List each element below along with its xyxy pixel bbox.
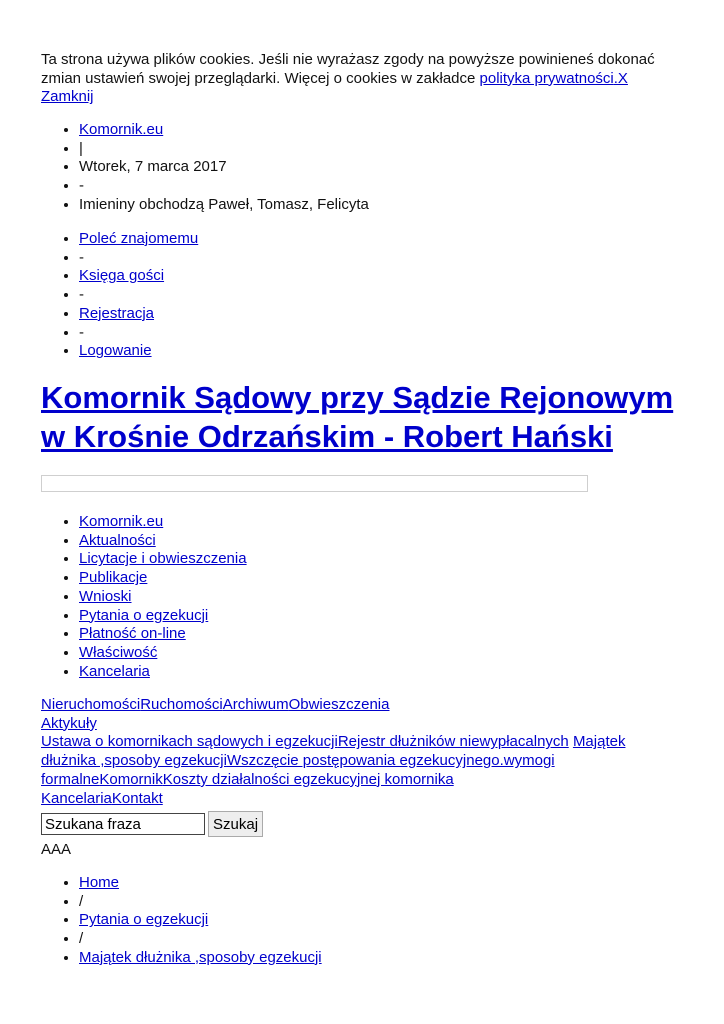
nav-item (79, 625, 247, 644)
list-item (79, 158, 369, 177)
cookie-notice (41, 51, 661, 107)
separator: - (79, 323, 84, 341)
nav-link-pytania[interactable]: Pytania o egzekucji (79, 606, 209, 624)
banner-placeholder (41, 475, 588, 492)
list-item (79, 286, 198, 305)
separator: - (79, 177, 84, 195)
top-info-list (41, 121, 369, 215)
breadcrumb (41, 874, 322, 968)
list-item (79, 267, 198, 286)
separator: / (79, 892, 84, 910)
search-form (41, 811, 263, 837)
nav-link-kancelaria[interactable]: Kancelaria (79, 662, 150, 680)
nav-item (79, 607, 247, 626)
search-button[interactable]: Szukaj (208, 811, 263, 837)
nav-link-publikacje[interactable]: Publikacje (79, 569, 148, 587)
nav-item (79, 532, 247, 551)
list-item (79, 140, 369, 159)
nav-item (79, 550, 247, 569)
cookie-text: Ta strona używa plików cookies. Jeśli nie wyrażasz zgody na powyższe powinieneś dokonać zmian ustawień swojej przeglądarki. Więcej o cookies w zakładce (41, 51, 655, 87)
list-item (79, 249, 198, 268)
breadcrumb-item (79, 911, 322, 930)
current-date: Wtorek, 7 marca 2017 (79, 158, 227, 176)
subnav-rejestr[interactable]: Rejestr dłużników niewypłacalnych (337, 733, 569, 751)
breadcrumb-item (79, 893, 322, 912)
subnav-majatek[interactable]: Majątek dłużnika ,sposoby egzekucji (41, 733, 626, 770)
subnav-ruchomosci[interactable]: Ruchomości (140, 696, 223, 713)
page-title (41, 378, 681, 456)
list-item (79, 342, 198, 361)
breadcrumb-item (79, 949, 322, 968)
breadcrumb-item (79, 874, 322, 893)
nav-link-komornik[interactable]: Komornik.eu (79, 513, 164, 530)
list-item (79, 324, 198, 343)
list-item (79, 121, 369, 140)
guestbook-link[interactable]: Księga gości (79, 267, 165, 285)
nav-item (79, 588, 247, 607)
subnav-nieruchomosci[interactable]: Nieruchomości (41, 696, 141, 713)
subnav-obwieszczenia[interactable]: Obwieszczenia (288, 696, 390, 713)
subnav-archiwum[interactable]: Archiwum (222, 696, 289, 713)
list-item (79, 177, 369, 196)
subnav-aktykuly[interactable]: Aktykuły (41, 714, 97, 732)
subnav-kontakt[interactable]: Kontakt (111, 789, 163, 807)
separator: - (79, 248, 84, 266)
nav-link-wnioski[interactable]: Wnioski (79, 587, 132, 605)
nav-item (79, 663, 247, 682)
separator: - (79, 286, 84, 304)
nav-link-licytacje[interactable]: Licytacje i obwieszczenia (79, 550, 247, 568)
subnav-wszczecie[interactable]: Wszczęcie postępowania egzekucyjnego.wymogi formalne (41, 752, 555, 788)
page-title-link[interactable]: Komornik Sądowy przy Sądzie Rejonowym w Krośnie Odrzańskim - Robert Hański (41, 380, 674, 454)
recommend-link[interactable]: Poleć znajomemu (79, 230, 199, 247)
register-link[interactable]: Rejestracja (79, 304, 155, 322)
subnav-komornik[interactable]: Komornik (99, 770, 163, 788)
nav-item (79, 644, 247, 663)
breadcrumb-current-link[interactable]: Majątek dłużnika ,sposoby egzekucji (79, 948, 322, 966)
sub-nav (41, 696, 651, 808)
breadcrumb-item (79, 930, 322, 949)
nav-item (79, 569, 247, 588)
list-item (79, 305, 198, 324)
breadcrumb-category-link[interactable]: Pytania o egzekucji (79, 911, 209, 929)
subnav-ustawa[interactable]: Ustawa o komornikach sądowych i egzekucji (41, 733, 338, 751)
breadcrumb-home-link[interactable]: Home (79, 874, 120, 891)
list-item (79, 230, 198, 249)
nav-link-wlasciwosc[interactable]: Właściwość (79, 643, 158, 661)
separator: | (79, 139, 83, 157)
nameday-text: Imieniny obchodzą Paweł, Tomasz, Felicyta (79, 195, 369, 213)
login-link[interactable]: Logowanie (79, 342, 152, 360)
search-input[interactable] (41, 813, 205, 835)
cookie-close-link[interactable]: .X Zamknij (41, 69, 628, 106)
nav-item (79, 513, 247, 532)
list-item (79, 196, 369, 215)
nav-link-platnosc[interactable]: Płatność on-line (79, 625, 186, 643)
main-nav (41, 513, 247, 681)
separator: / (79, 930, 84, 948)
site-home-link[interactable]: Komornik.eu (79, 121, 164, 138)
subnav-koszty[interactable]: Koszty działalności egzekucyjnej komornika (162, 770, 454, 788)
subnav-kancelaria[interactable]: Kancelaria (41, 789, 112, 807)
font-size-switcher[interactable]: AAA (41, 841, 72, 858)
user-menu (41, 230, 198, 361)
nav-link-aktualnosci[interactable]: Aktualności (79, 531, 156, 549)
privacy-policy-link[interactable]: polityka prywatności (479, 69, 614, 87)
